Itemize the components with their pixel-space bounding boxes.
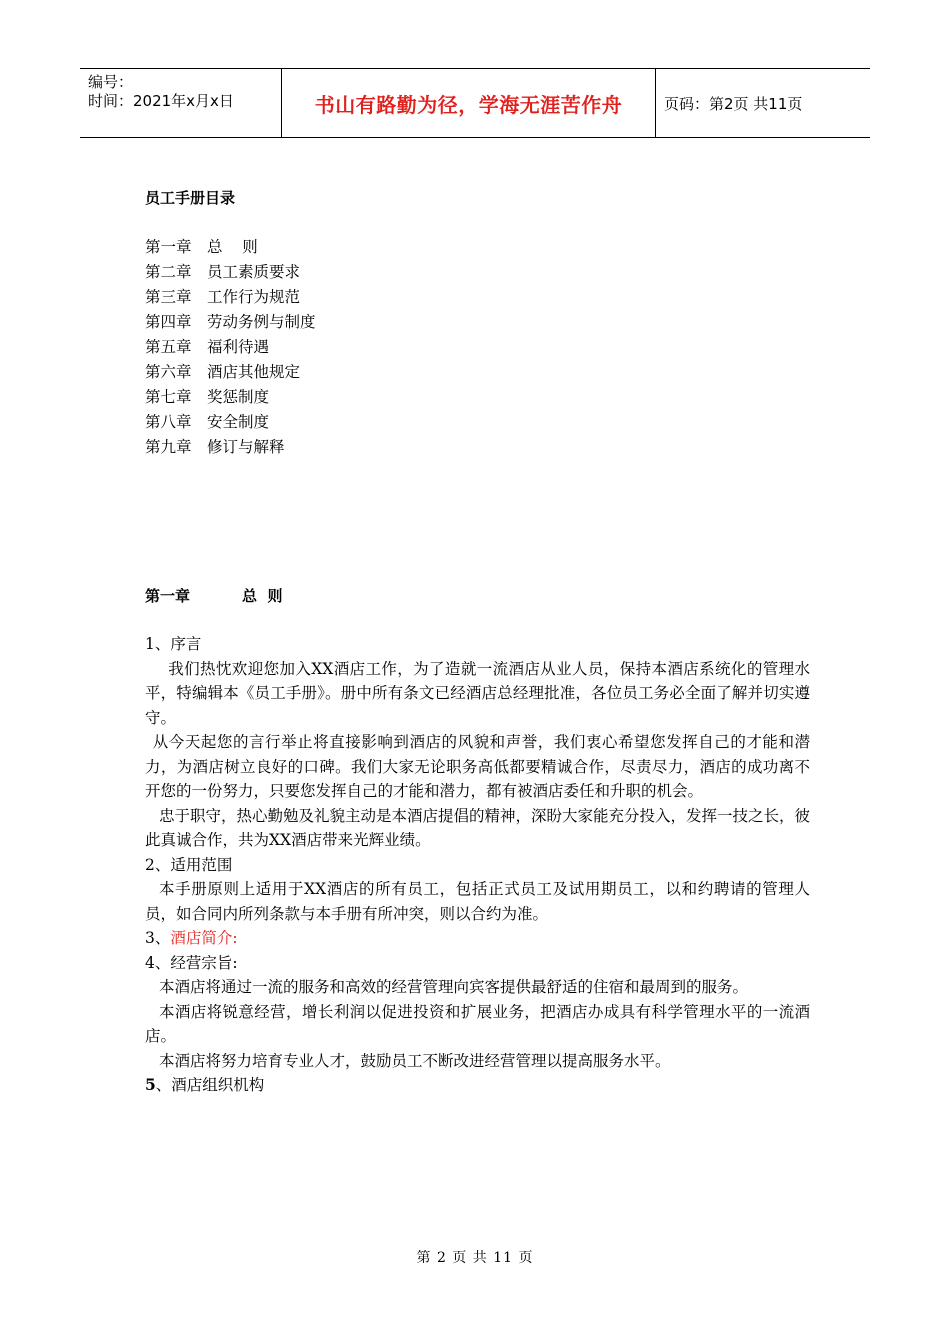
toc-chapter: 第七章 <box>145 388 192 406</box>
toc-chapter: 第一章 <box>145 238 192 256</box>
section-title <box>145 1073 810 1098</box>
chapter-body <box>145 632 810 1098</box>
chapter-heading <box>145 585 282 606</box>
toc-item <box>145 235 316 260</box>
toc-chapter-title: 酒店其他规定 <box>207 363 301 381</box>
chapter-title: 总 则 <box>242 587 283 605</box>
toc-chapter: 第四章 <box>145 313 192 331</box>
paragraph: 本酒店将通过一流的服务和高效的经营管理向宾客提供最舒适的住宿和最周到的服务。 <box>158 978 748 996</box>
header-motto: 书山有路勤为径，学海无涯苦作舟 <box>314 92 623 117</box>
paragraph: 本手册原则上适用于XX酒店的所有员工，包括正式员工及试用期员工，以和约聘请的管理人员，如合同内所列条款与本手册有所冲突，则以合约为准。 <box>145 880 810 923</box>
toc-item <box>145 260 316 285</box>
section-number: 3、 <box>145 929 171 947</box>
toc-chapter-title: 劳动务例与制度 <box>207 313 316 331</box>
section-title: 1、序言 <box>145 635 202 653</box>
toc-chapter: 第六章 <box>145 363 192 381</box>
page-footer: 第 2 页 共 11 页 <box>416 1250 534 1266</box>
paragraph: 本酒店将锐意经营，增长利润以促进投资和扩展业务，把酒店办成具有科学管理水平的一流酒店。 <box>145 1002 810 1045</box>
chapter-number: 第一章 <box>145 587 191 605</box>
toc-item <box>145 435 316 460</box>
toc-chapter: 第三章 <box>145 288 192 306</box>
header-meta <box>80 69 282 137</box>
toc-chapter-title: 奖惩制度 <box>207 388 270 406</box>
toc-chapter: 第九章 <box>145 438 192 456</box>
section-title-text: 、酒店组织机构 <box>155 1076 265 1094</box>
toc-chapter-title: 安全制度 <box>207 413 270 431</box>
toc-chapter: 第二章 <box>145 263 192 281</box>
header-page-info: 页码：第2页 共11页 <box>664 94 803 113</box>
toc-chapter-title: 修订与解释 <box>207 438 285 456</box>
toc-chapter: 第五章 <box>145 338 192 356</box>
header-motto-cell <box>282 69 656 137</box>
paragraph: 忠于职守，热心勤勉及礼貌主动是本酒店提倡的精神，深盼大家能充分投入，发挥一技之长，彼此真诚合作，共为XX酒店带来光辉业绩。 <box>145 806 810 849</box>
toc-chapter-title: 福利待遇 <box>207 338 270 356</box>
toc-item <box>145 360 316 385</box>
toc-list <box>145 235 316 460</box>
toc-chapter-title: 员工素质要求 <box>207 263 301 281</box>
paragraph: 从今天起您的言行举止将直接影响到酒店的风貌和声誉，我们衷心希望您发挥自己的才能和潜力，为酒店树立良好的口碑。我们大家无论职务高低都要精诚合作，尽责尽力，酒店的成功离不开您的一份努力，只要您发挥自己的才能和潜力，都有被酒店委任和升职的机会。 <box>145 733 810 800</box>
toc-chapter-title: 总 则 <box>207 238 258 256</box>
toc-item <box>145 310 316 335</box>
toc-title: 员工手册目录 <box>145 189 236 207</box>
page-header <box>80 68 870 138</box>
toc-item <box>145 335 316 360</box>
toc-chapter: 第八章 <box>145 413 192 431</box>
header-time: 时间：2021年x月x日 <box>88 92 234 110</box>
toc-chapter-title: 工作行为规范 <box>207 288 301 306</box>
section-title: 2、适用范围 <box>145 855 233 874</box>
paragraph: 我们热忱欢迎您加入XX酒店工作，为了造就一流酒店从业人员，保持本酒店系统化的管理水平，特编辑本《员工手册》。册中所有条文已经酒店总经理批准，各位员工务必全面了解并切实遵守。 <box>145 659 810 727</box>
toc-item <box>145 385 316 410</box>
section-number: 5 <box>145 1075 156 1094</box>
toc-item <box>145 285 316 310</box>
section-title-highlight: 酒店简介: <box>170 929 238 947</box>
section-title: 4、经营宗旨: <box>145 953 238 972</box>
toc-item <box>145 410 316 435</box>
section-title <box>145 926 810 951</box>
header-number: 编号： <box>88 73 134 91</box>
paragraph: 本酒店将努力培育专业人才，鼓励员工不断改进经营管理以提高服务水平。 <box>158 1051 671 1070</box>
